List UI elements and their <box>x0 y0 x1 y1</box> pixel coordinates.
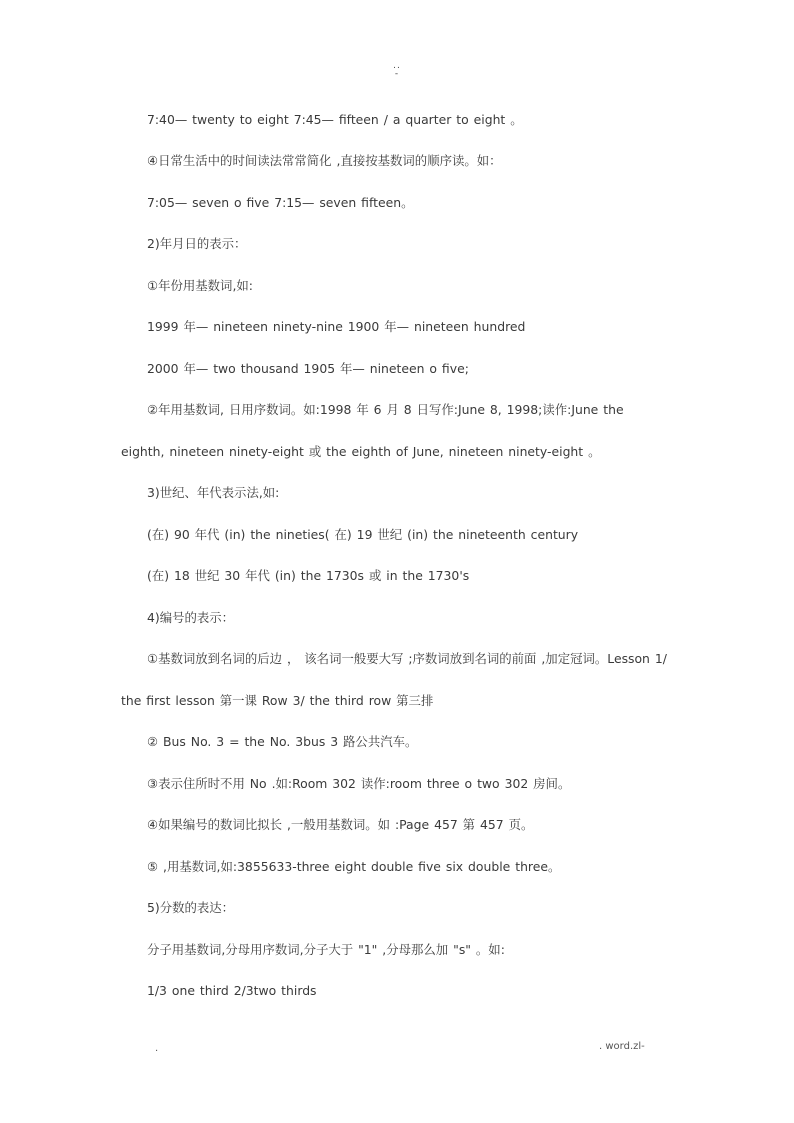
header-mark-bottom: - <box>394 69 400 79</box>
text-line-date-rule: ②年用基数词, 日用序数词。如:1998 年 6 月 8 日写作:June 8, 1998;读作:June the <box>147 402 624 417</box>
section-heading-century: 3)世纪、年代表示法,如: <box>147 485 280 500</box>
text-line-room-example: ③表示住所时不用 No .如:Room 302 读作:room three o two 302 房间。 <box>147 776 571 791</box>
footer-right-mark: . word.zl- <box>599 1041 645 1052</box>
text-line-time-reading: 7:40— twenty to eight 7:45— fifteen / a quarter to eight 。 <box>147 112 523 127</box>
text-line-numbering-rule-cont: the first lesson 第一课 Row 3/ the third row 第三排 <box>121 693 434 708</box>
text-line-year-example-2: 2000 年— two thousand 1905 年— nineteen o five; <box>147 361 469 376</box>
header-mark-top: .. <box>393 61 401 71</box>
section-heading-dates: 2)年月日的表示： <box>147 236 247 251</box>
section-heading-fractions: 5)分数的表达： <box>147 900 235 915</box>
section-heading-numbering: 4)编号的表示： <box>147 610 235 625</box>
footer-left-mark: . <box>155 1043 159 1054</box>
text-line-fraction-rule: 分子用基数词,分母用序数词,分子大于 "1" ,分母那么加 "s" 。如: <box>147 942 505 957</box>
text-line-time-example: 7:05— seven o five 7:15— seven fifteen。 <box>147 195 414 210</box>
text-line-bus-example: ② Bus No. 3 = the No. 3bus 3 路公共汽车。 <box>147 734 418 749</box>
text-line-simplified-reading: ④日常生活中的时间读法常常简化 ,直接按基数词的顺序读。如： <box>147 153 502 168</box>
text-line-phone-example: ⑤ ,用基数词,如:3855633-three eight double five six double three。 <box>147 859 561 874</box>
text-line-numbering-rule: ①基数词放到名词的后边 ， 该名词一般要大写 ;序数词放到名词的前面 ,加定冠词。Lesson 1/ <box>147 651 667 666</box>
text-line-year-cardinal: ①年份用基数词,如: <box>147 278 253 293</box>
text-line-page-example: ④如果编号的数词比拟长 ,一般用基数词。如 :Page 457 第 457 页。 <box>147 817 534 832</box>
text-line-fraction-example: 1/3 one third 2/3two thirds <box>147 983 317 998</box>
text-line-century-example-1: (在) 90 年代 (in) the nineties( 在) 19 世纪 (in) the nineteenth century <box>147 527 579 542</box>
text-line-date-rule-cont: eighth, nineteen ninety-eight 或 the eighth of June, nineteen ninety-eight 。 <box>121 444 601 459</box>
text-line-century-example-2: (在) 18 世纪 30 年代 (in) the 1730s 或 in the 1730's <box>147 568 470 583</box>
text-line-year-example-1: 1999 年— nineteen ninety-nine 1900 年— nineteen hundred <box>147 319 526 334</box>
